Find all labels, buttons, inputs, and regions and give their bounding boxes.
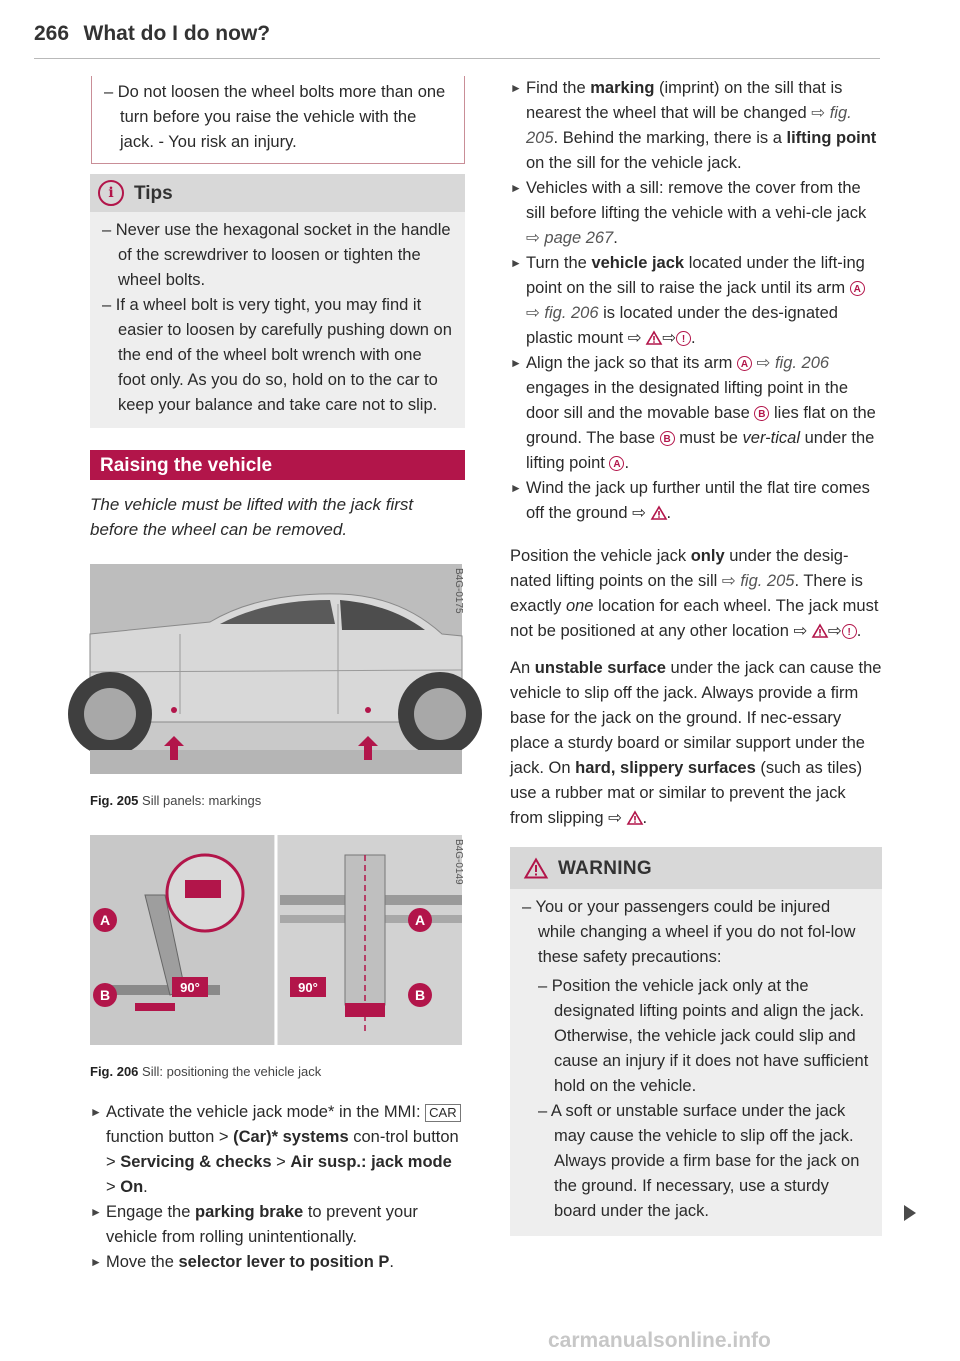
step-item: ► Engage the parking brake to prevent your vehicle from rolling unintentionally. <box>90 1200 465 1250</box>
figure-reference[interactable]: ⇨ fig. 205 <box>526 104 852 147</box>
warning-triangle-icon <box>812 624 828 638</box>
figure-reference[interactable]: ⇨ fig. 206 <box>526 304 599 322</box>
warning-subitem: – A soft or unstable surface under the jack may cause the vehicle to slip off the jack. Always provide a firm base for the jack on the ground. If necessary, use a sturdy board under the jack. <box>538 1102 860 1220</box>
right-column <box>510 76 882 1236</box>
step-item: ► Find the marking (imprint) on the sill that is nearest the wheel that will be changed ⇨ fig. 205. Behind the marking, there is a lifting point on the sill for the vehicle jack. <box>510 76 882 176</box>
marker-b: B <box>414 987 426 1003</box>
warning-triangle-icon <box>646 331 662 345</box>
angle-label: 90° <box>180 980 200 995</box>
paragraph: Position the vehicle jack only under the desig-nated lifting points on the sill ⇨ fig. 205. There is exactly one location for each wheel. The jack must not be positioned at any other location ⇨ ⇨ ! . <box>510 547 879 640</box>
marker-a-icon: A <box>850 281 865 296</box>
figure-code: B4G-0175 <box>453 568 464 614</box>
bullet-arrow-icon: ► <box>90 1205 102 1219</box>
marker-a: A <box>99 912 111 928</box>
tips-header <box>90 174 465 212</box>
page-reference[interactable]: ⇨ page 267 <box>526 229 614 247</box>
tips-label: Tips <box>134 182 173 204</box>
bullet-arrow-icon: ► <box>510 356 522 370</box>
step-item: ► Wind the jack up further until the flat tire comes off the ground ⇨ . <box>510 476 882 526</box>
warning-triangle-icon <box>524 858 548 879</box>
warning-label: WARNING <box>558 857 652 879</box>
tips-body <box>90 212 465 428</box>
note-icon: ! <box>676 331 691 346</box>
tip-item: – Never use the hexagonal socket in the handle of the screwdriver to loosen or tighten the wheel bolts. <box>102 221 451 289</box>
marker-a-icon: A <box>737 356 752 371</box>
page-number: 266 <box>34 22 70 45</box>
step-item: ► Align the jack so that its arm A ⇨ fig. 206 engages in the designated lifting point in the door sill and the movable base B lies flat on the ground. The base B must be ver-tical under the lifting point A . <box>510 351 882 476</box>
figure-reference[interactable]: ⇨ fig. 206 <box>756 354 830 372</box>
figure-label: Fig. 206 <box>90 1064 139 1079</box>
continue-arrow-icon <box>902 1204 918 1222</box>
warning-item: – You or your passengers could be injured while changing a wheel if you do not fol-low these safety precautions: <box>522 898 856 966</box>
figure-caption <box>90 1059 465 1084</box>
warning-triangle-icon <box>651 506 667 520</box>
step-item: ► Move the selector lever to position P. <box>90 1250 465 1275</box>
figure-caption-text: Sill panels: markings <box>142 793 262 808</box>
figure-code: B4G-0149 <box>453 839 464 885</box>
marker-a: A <box>414 912 426 928</box>
watermark: carmanualsonline.info <box>548 1329 771 1352</box>
page-title: What do I do now? <box>83 22 271 45</box>
figure-caption <box>90 788 465 813</box>
warning-continuation-box <box>91 76 465 164</box>
section-heading: Raising the vehicle <box>90 450 465 480</box>
step-item: ► Activate the vehicle jack mode* in the MMI: CAR function button > (Car)* systems con-trol button > Servicing & checks > Air susp.: jack mode > On. <box>90 1100 465 1200</box>
figure-caption-text: Sill: positioning the vehicle jack <box>142 1064 322 1079</box>
car-sill-illustration <box>90 564 462 774</box>
figure-205 <box>90 564 465 813</box>
figure-206 <box>90 835 465 1084</box>
paragraph: An unstable surface under the jack can cause the vehicle to slip off the jack. Always provide a firm base for the jack on the ground. If nec-essary place a sturdy board or similar support under the jack. On hard, slippery surfaces (such as tiles) use a rubber mat or similar to prevent the jack from slipping ⇨ . <box>510 659 882 827</box>
warning-header <box>510 847 882 889</box>
warning-subitem: – Position the vehicle jack only at the designated lifting points and align the jack. Otherwise, the vehicle jack could slip and cause an injury if it does not have sufficient hold on the vehicle. <box>538 977 869 1095</box>
bullet-arrow-icon: ► <box>510 256 522 270</box>
left-column <box>90 76 465 1275</box>
warning-triangle-icon <box>627 811 643 825</box>
bullet-arrow-icon: ► <box>510 181 522 195</box>
bullet-arrow-icon: ► <box>510 481 522 495</box>
angle-label: 90° <box>298 980 318 995</box>
tip-item: – If a wheel bolt is very tight, you may find it easier to loosen by carefully pushing down on the end of the wheel bolt wrench with one foot only. As you do so, hold on to the car to keep your balance and take care not to slip. <box>102 296 452 414</box>
marker-b-icon: B <box>754 406 769 421</box>
marker-b-icon: B <box>660 431 675 446</box>
note-icon: ! <box>842 624 857 639</box>
step-item: ► Vehicles with a sill: remove the cover from the sill before lifting the vehicle with a vehi-cle jack ⇨ page 267. <box>510 176 882 251</box>
bullet-arrow-icon: ► <box>90 1105 102 1119</box>
info-icon: i <box>98 180 124 206</box>
bullet-arrow-icon: ► <box>90 1255 102 1269</box>
section-intro: The vehicle must be lifted with the jack first before the wheel can be removed. <box>90 495 414 539</box>
bullet-arrow-icon: ► <box>510 81 522 95</box>
steps-list <box>90 1100 465 1275</box>
marker-b: B <box>99 987 111 1003</box>
car-key-icon: CAR <box>425 1104 460 1122</box>
warning-body <box>510 889 882 1236</box>
figure-label: Fig. 205 <box>90 793 139 808</box>
page-header <box>34 22 880 59</box>
marker-a-icon: A <box>609 456 624 471</box>
step-item: ► Turn the vehicle jack located under the lift-ing point on the sill to raise the jack until its arm A ⇨ fig. 206 is located under the des-ignated plastic mount ⇨ ⇨ ! . <box>510 251 882 351</box>
jack-positioning-illustration <box>90 835 462 1045</box>
figure-reference[interactable]: ⇨ fig. 205 <box>721 572 795 590</box>
warning-item: – Do not loosen the wheel bolts more than one turn before you raise the vehicle with the jack. - You risk an injury. <box>104 83 446 151</box>
